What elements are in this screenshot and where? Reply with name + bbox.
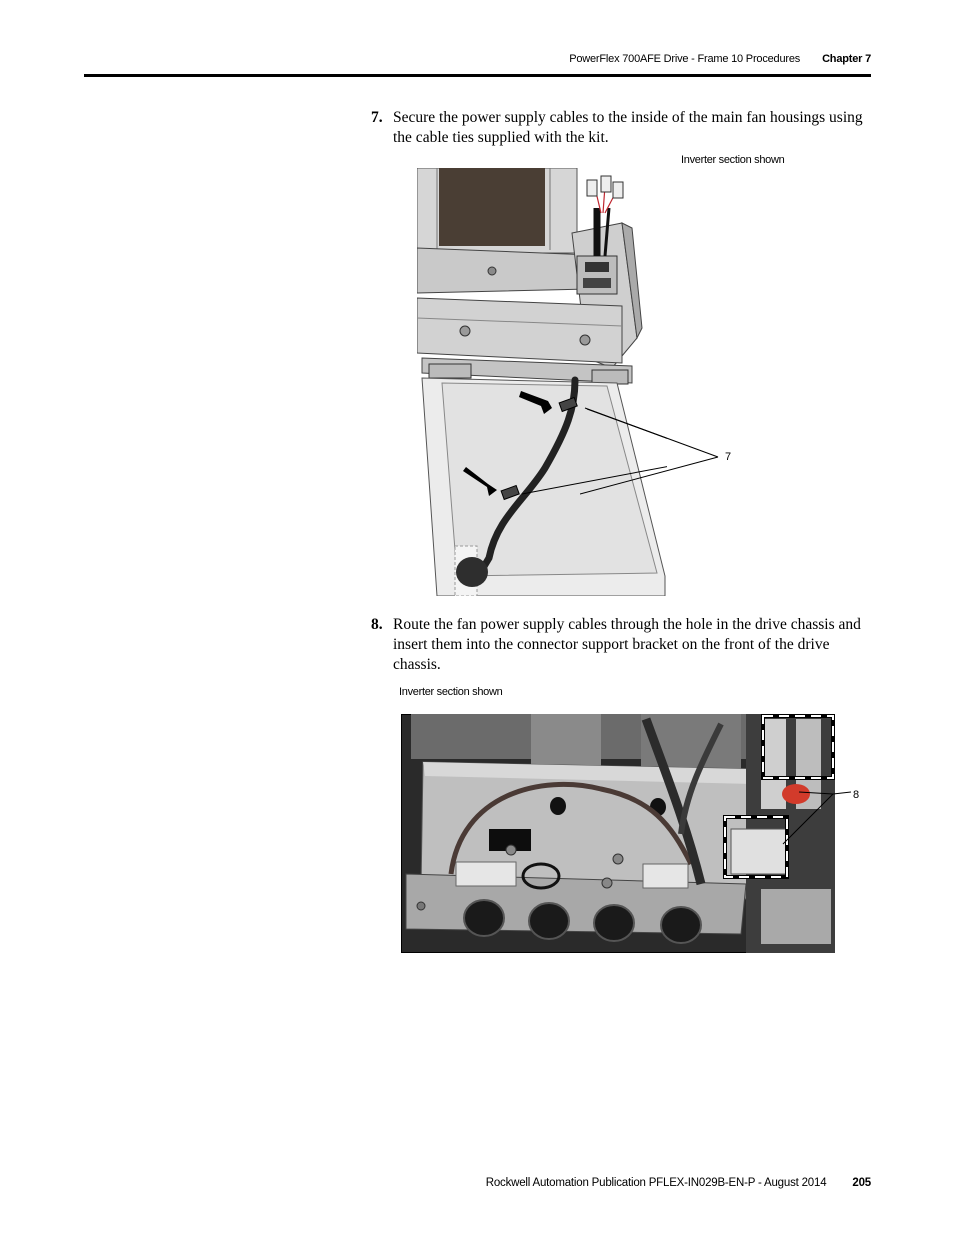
callout-leaders-7: [580, 400, 720, 520]
header-rule: [84, 74, 871, 77]
header-chapter: Chapter 7: [822, 53, 871, 65]
page-number: 205: [852, 1177, 871, 1189]
connector-bracket-photo: [401, 714, 835, 953]
figure-caption: Inverter section shown: [681, 154, 785, 166]
publication-id: Rockwell Automation Publication PFLEX-IN029B-EN-P - August 2014: [485, 1177, 827, 1189]
step-text: Route the fan power supply cables through the hole in the drive chassis and insert them into the connector support bracket on the front of the drive chassis.: [393, 616, 861, 673]
running-header: [569, 53, 871, 65]
page-footer: [486, 1177, 871, 1189]
step-8: [371, 615, 871, 675]
figure-caption: Inverter section shown: [399, 686, 503, 698]
step-number: 8.: [371, 616, 383, 633]
header-title: PowerFlex 700AFE Drive - Frame 10 Procedures: [569, 53, 801, 65]
callout-leaders-8: [833, 780, 853, 810]
fan-housing-cable-figure: [417, 168, 667, 596]
callout-label: 8: [853, 789, 860, 801]
step-7: [371, 108, 871, 148]
callout-label: 7: [725, 451, 732, 463]
step-number: 7.: [371, 109, 383, 126]
step-text: Secure the power supply cables to the inside of the main fan housings using the cable ties supplied with the kit.: [393, 109, 863, 146]
